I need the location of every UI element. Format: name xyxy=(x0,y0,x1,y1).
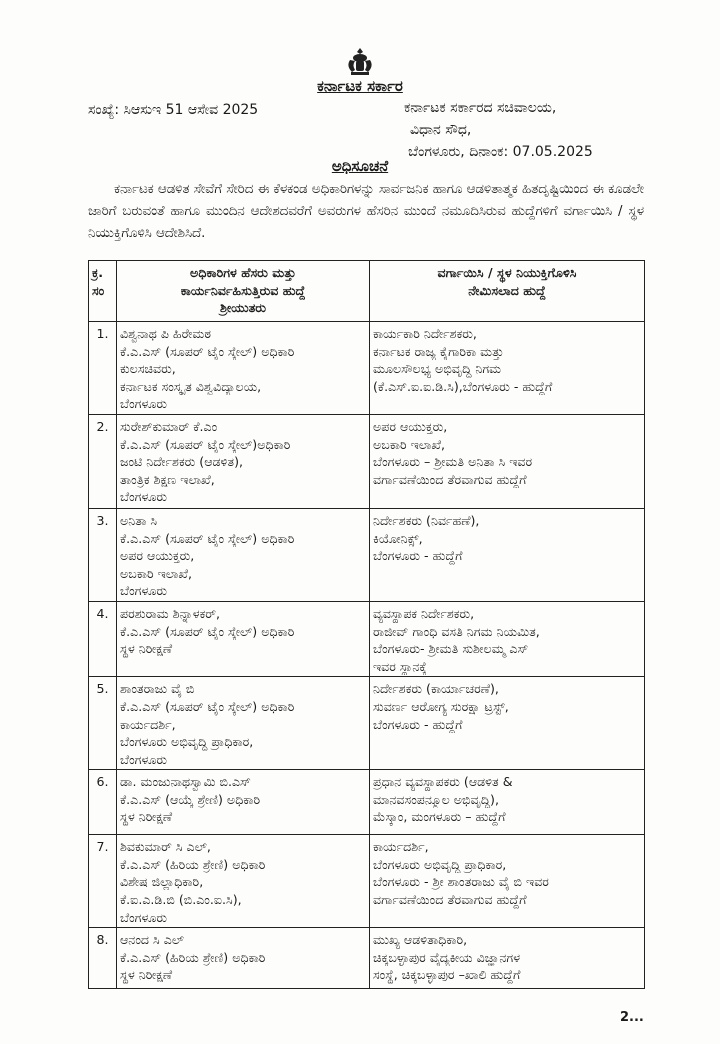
serial-number-cell: 3. xyxy=(89,508,117,601)
posting-line: ಮಾನವಸಂಪನ್ಮೂಲ ಅಭಿವೃದ್ಧಿ), xyxy=(373,791,499,807)
posting-line: ವರ್ಗಾವಣೆಯಿಂದ ತೆರವಾಗುವ ಹುದ್ದೆಗೆ xyxy=(373,892,527,908)
officer-line: ಬೆಂಗಳೂರು xyxy=(120,909,168,925)
officer-line: ಅನಿತಾ ಸಿ xyxy=(120,512,158,528)
posting-line: ಸಂಸ್ಥೆ, ಚಿಕ್ಕಬಳ್ಳಾಪುರ –ಖಾಲಿ ಹುದ್ದೆಗೆ xyxy=(373,967,521,983)
officer-cell xyxy=(117,601,370,676)
officer-line: ಡಾ. ಮಂಜುನಾಥಸ್ವಾಮಿ ಬಿ.ಎಸ್ xyxy=(120,774,251,790)
posting-line: ಅಬಕಾರಿ ಇಲಾಖೆ, xyxy=(373,436,446,452)
posting-cell xyxy=(370,928,645,989)
column-header-serial: ಕ್ರ. ಸಂ xyxy=(89,261,117,322)
posting-line: ಕಾರ್ಯದರ್ಶಿ, xyxy=(373,839,429,855)
table-row xyxy=(89,601,645,676)
office-line: ಕರ್ನಾಟಕ ಸರ್ಕಾರದ ಸಚಿವಾಲಯ, xyxy=(404,100,557,116)
office-date-line: ಬೆಂಗಳೂರು, ದಿನಾಂಕ: 07.05.2025 xyxy=(408,144,593,160)
officer-line: ಕೆ.ಎ.ಎಸ್ (ಆಯ್ಕೆ ಶ್ರೇಣಿ) ಅಧಿಕಾರಿ xyxy=(120,791,261,807)
posting-cell xyxy=(370,770,645,835)
officer-line: ಕೆ.ಎ.ಎಸ್ (ಹಿರಿಯ ಶ್ರೇಣಿ) ಅಧಿಕಾರಿ xyxy=(120,949,266,965)
officer-cell xyxy=(117,414,370,508)
posting-line: ಮೂಲಸೌಲಭ್ಯ ಅಭಿವೃದ್ಧಿ ನಿಗಮ xyxy=(373,361,502,377)
officer-line: ಬೆಂಗಳೂರು xyxy=(120,489,168,505)
officer-line: ಬೆಂಗಳೂರು xyxy=(120,396,168,412)
posting-cell xyxy=(370,414,645,508)
officer-line: ಕೆ.ಎ.ಎಸ್ (ಸೂಪರ್ ಟೈಂ ಸ್ಕೇಲ್) ಅಧಿಕಾರಿ xyxy=(120,343,295,359)
posting-cell xyxy=(370,677,645,770)
serial-number-cell: 7. xyxy=(89,835,117,928)
officer-line: ವಿಶೇಷ ಜಿಲ್ಲಾಧಿಕಾರಿ, xyxy=(120,874,204,890)
posting-line: ಕಿಯೋನಿಕ್ಸ್, xyxy=(373,530,423,546)
officer-line: ಸ್ಥಳ ನಿರೀಕ್ಷಣೆ xyxy=(120,641,173,657)
posting-line: ಸುವರ್ಣ ಆರೋಗ್ಯ ಸುರಕ್ಷಾ ಟ್ರಸ್ಟ್, xyxy=(373,698,509,714)
table-body xyxy=(89,322,645,989)
posting-line: ವರ್ಗಾವಣೆಯಿಂದ ತೆರವಾಗುವ ಹುದ್ದೆಗೆ xyxy=(373,471,527,487)
officer-line: ಅಪರ ಆಯುಕ್ತರು, xyxy=(120,548,195,564)
posting-line: ರಾಜೀವ್ ಗಾಂಧಿ ವಸತಿ ನಿಗಮ ನಿಯಮಿತ, xyxy=(373,623,540,639)
notification-title: ಅಧಿಸೂಚನೆ xyxy=(331,157,389,175)
officer-line: ಬೆಂಗಳೂರು xyxy=(120,583,168,599)
notification-body-text: ಕರ್ನಾಟಕ ಆಡಳಿತ ಸೇವೆಗೆ ಸೇರಿದ ಈ ಕೆಳಕಂಡ ಅಧಿಕಾರಿಗಳನ್ನು ಸಾರ್ವಜನಿಕ ಹಾಗೂ ಆಡಳಿತಾತ್ಮಕ ಹಿತದೃಷ್ಟಿಯಿಂದ ಈ ಕೂಡಲೇ ಜಾರಿಗೆ ಬರುವಂತೆ ಹಾಗೂ ಮುಂದಿನ ಆದೇಶದವರೆಗೆ ಅವರುಗಳ ಹೆಸರಿನ ಮುಂದೆ ನಮೂದಿಸಿರುವ ಹುದ್ದೆಗಳಿಗೆ ವರ್ಗಾಯಿಸಿ / ಸ್ಥಳ ನಿಯುಕ್ತಿಗೊಳಿಸಿ ಆದೇಶಿಸಿದೆ. xyxy=(88,182,644,241)
table-row xyxy=(89,677,645,770)
officer-line: ಶಾಂತರಾಜು ವೈ ಬಿ xyxy=(120,681,195,697)
officer-line: ಕೆ.ಎ.ಎಸ್ (ಸೂಪರ್ ಟೈಂ ಸ್ಕೇಲ್)ಅಧಿಕಾರಿ xyxy=(120,436,291,452)
government-title: ಕರ್ನಾಟಕ ಸರ್ಕಾರ xyxy=(317,77,403,95)
serial-number-cell: 6. xyxy=(89,770,117,835)
posting-line: ಚಿಕ್ಕಬಳ್ಳಾಪುರ ವೈದ್ಯಕೀಯ ವಿಜ್ಞಾನಗಳ xyxy=(373,949,521,965)
order-number: ಸಂಖ್ಯೆ: ಸಿಆಸುಇ 51 ಆಸೇವ 2025 xyxy=(88,102,259,118)
posting-cell xyxy=(370,508,645,601)
officer-transfer-table xyxy=(88,260,645,989)
posting-line: ಬೆಂಗಳೂರು – ಶ್ರೀಮತಿ ಅನಿತಾ ಸಿ ಇವರ xyxy=(373,454,533,470)
office-address xyxy=(404,97,593,163)
officer-line: ಸ್ಥಳ ನಿರೀಕ್ಷಣೆ xyxy=(120,967,173,983)
officer-cell xyxy=(117,508,370,601)
page-continuation-marker: 2... xyxy=(620,1010,644,1025)
table-row xyxy=(89,928,645,989)
column-header-officer: ಅಧಿಕಾರಿಗಳ ಹೆಸರು ಮತ್ತು ಕಾರ್ಯನಿರ್ವಹಿಸುತ್ತಿರುವ ಹುದ್ದೆ ಶ್ರೀಯುತರು xyxy=(117,261,370,322)
officer-line: ಅಬಕಾರಿ ಇಲಾಖೆ, xyxy=(120,565,193,581)
officer-line: ಕರ್ನಾಟಕ ಸಂಸ್ಕೃತ ವಿಶ್ವವಿದ್ಯಾಲಯ, xyxy=(120,378,262,394)
officer-line: ಜಂಟಿ ನಿರ್ದೇಶಕರು (ಆಡಳಿತ), xyxy=(120,454,244,470)
officer-line: ಕೆ.ಎ.ಎಸ್ (ಸೂಪರ್ ಟೈಂ ಸ್ಕೇಲ್) ಅಧಿಕಾರಿ xyxy=(120,530,295,546)
officer-line: ಕೆ.ಎ.ಎಸ್ (ಸೂಪರ್ ಟೈಂ ಸ್ಕೇಲ್) ಅಧಿಕಾರಿ xyxy=(120,698,295,714)
posting-line: ನಿರ್ದೇಶಕರು (ನಿರ್ವಹಣೆ), xyxy=(373,512,480,528)
officer-cell xyxy=(117,322,370,415)
officer-line: ಸ್ಥಳ ನಿರೀಕ್ಷಣೆ xyxy=(120,809,173,825)
posting-line: ಮೆಸ್ಕಾಂ, ಮಂಗಳೂರು – ಹುದ್ದೆಗೆ xyxy=(373,809,506,825)
table-row xyxy=(89,322,645,415)
posting-line: ಬೆಂಗಳೂರು- ಶ್ರೀಮತಿ ಸುಶೀಲಮ್ಮ ಎಸ್ xyxy=(373,641,529,657)
posting-line: ಬೆಂಗಳೂರು - ಹುದ್ದೆಗೆ xyxy=(373,716,463,732)
officer-line: ಆನಂದ ಸಿ ಎಲ್ xyxy=(120,932,185,948)
posting-line: ಬೆಂಗಳೂರು ಅಭಿವೃದ್ಧಿ ಪ್ರಾಧಿಕಾರ, xyxy=(373,856,507,872)
serial-number-cell: 4. xyxy=(89,601,117,676)
column-header-posting: ವರ್ಗಾಯಿಸಿ / ಸ್ಥಳ ನಿಯುಕ್ತಿಗೊಳಿಸಿ ನೇಮಿಸಲಾದ ಹುದ್ದೆ xyxy=(370,261,645,322)
posting-line: ವ್ಯವಸ್ಥಾಪಕ ನಿರ್ದೇಶಕರು, xyxy=(373,605,475,621)
officer-line: ಕೆ.ಎ.ಎಸ್ (ಹಿರಿಯ ಶ್ರೇಣಿ) ಅಧಿಕಾರಿ xyxy=(120,856,266,872)
officer-cell xyxy=(117,835,370,928)
serial-number-cell: 2. xyxy=(89,414,117,508)
table-row xyxy=(89,770,645,835)
posting-line: ಕಾರ್ಯಕಾರಿ ನಿರ್ದೇಶಕರು, xyxy=(373,326,477,341)
serial-number-cell: 5. xyxy=(89,677,117,770)
officer-line: ಬೆಂಗಳೂರು xyxy=(120,751,168,767)
serial-number-cell: 8. xyxy=(89,928,117,989)
posting-cell xyxy=(370,601,645,676)
officer-cell xyxy=(117,677,370,770)
posting-line: ನಿರ್ದೇಶಕರು (ಕಾರ್ಯಾಚರಣೆ), xyxy=(373,681,499,697)
government-emblem-icon xyxy=(342,46,378,76)
officer-line: ಪರಶುರಾಮ ಶಿನ್ನಾಳಕರ್, xyxy=(120,605,221,621)
table-row xyxy=(89,414,645,508)
notification-body xyxy=(88,179,644,245)
officer-line: ವಿಶ್ವನಾಥ ಪಿ ಹಿರೇಮಠ xyxy=(120,326,212,341)
posting-cell xyxy=(370,322,645,415)
table-row xyxy=(89,508,645,601)
officer-line: ಕುಲಸಚಿವರು, xyxy=(120,361,176,377)
officer-cell xyxy=(117,928,370,989)
posting-line: (ಕೆ.ಎಸ್.ಐ.ಐ.ಡಿ.ಸಿ),ಬೆಂಗಳೂರು - ಹುದ್ದೆಗೆ xyxy=(373,378,553,394)
posting-line: ಬೆಂಗಳೂರು - ಶ್ರೀ ಶಾಂತರಾಜು ವೈ ಬಿ ಇವರ xyxy=(373,874,549,890)
posting-line: ಬೆಂಗಳೂರು - ಹುದ್ದೆಗೆ xyxy=(373,548,463,564)
posting-line: ಪ್ರಧಾನ ವ್ಯವಸ್ಥಾಪಕರು (ಆಡಳಿತ & xyxy=(373,774,513,790)
posting-line: ಅಪರ ಆಯುಕ್ತರು, xyxy=(373,418,448,434)
posting-line: ಕರ್ನಾಟಕ ರಾಜ್ಯ ಕೈಗಾರಿಕಾ ಮತ್ತು xyxy=(373,343,504,359)
posting-line: ಮುಖ್ಯ ಆಡಳಿತಾಧಿಕಾರಿ, xyxy=(373,932,468,948)
officer-line: ಸುರೇಶ್‌ಕುಮಾರ್ ಕೆ.ಎಂ xyxy=(120,418,218,434)
officer-line: ತಾಂತ್ರಿಕ ಶಿಕ್ಷಣ ಇಲಾಖೆ, xyxy=(120,471,215,487)
officer-line: ಕಾರ್ಯದರ್ಶಿ, xyxy=(120,716,176,732)
officer-line: ಕೆ.ಐ.ಎ.ಡಿ.ಬಿ (ಬಿ.ಎಂ.ಐ.ಸಿ), xyxy=(120,892,242,908)
posting-cell xyxy=(370,835,645,928)
serial-number-cell: 1. xyxy=(89,322,117,415)
office-line: ವಿಧಾನ ಸೌಧ, xyxy=(410,122,472,138)
posting-line: ಇವರ ಸ್ಥಾನಕ್ಕೆ xyxy=(373,658,427,674)
officer-line: ಕೆ.ಎ.ಎಸ್ (ಸೂಪರ್ ಟೈಂ ಸ್ಕೇಲ್) ಅಧಿಕಾರಿ xyxy=(120,623,295,639)
officer-line: ಶಿವಕುಮಾರ್ ಸಿ ಎಲ್, xyxy=(120,839,211,855)
table-header-row xyxy=(89,261,645,322)
table-row xyxy=(89,835,645,928)
officer-cell xyxy=(117,770,370,835)
officer-line: ಬೆಂಗಳೂರು ಅಭಿವೃದ್ಧಿ ಪ್ರಾಧಿಕಾರ, xyxy=(120,734,254,750)
